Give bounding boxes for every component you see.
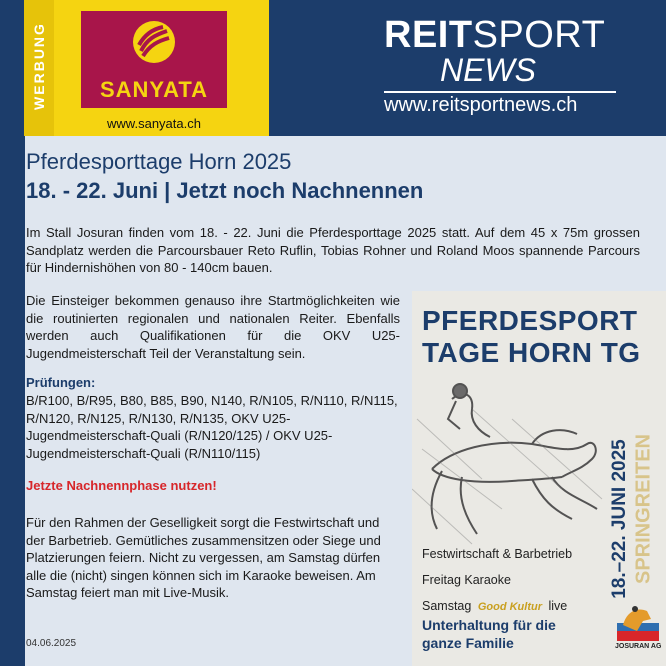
event-poster[interactable]	[412, 291, 666, 666]
poster-line3-suffix: live	[548, 599, 568, 613]
brand-part2: SPORT	[472, 14, 606, 56]
pruefungen-heading: Prüfungen:	[26, 375, 96, 390]
article-date: 04.06.2025	[26, 638, 77, 649]
article-title: Pferdesporttage Horn 2025	[26, 149, 292, 174]
poster-line-live	[422, 599, 567, 613]
sanyata-emblem-icon	[133, 21, 175, 63]
poster-dates: 18.–22. JUNI 2025	[609, 439, 630, 599]
horse-rider-illustration	[412, 359, 612, 549]
poster-line-karaoke: Freitag Karaoke	[422, 573, 511, 587]
sanyata-name: SANYATA	[99, 77, 209, 102]
reitsportnews-url-link[interactable]: www.reitsportnews.ch	[384, 94, 578, 116]
pruefungen-list: B/R100, B/R95, B80, B85, B90, N140, R/N105, R/N110, R/N115, R/N120, R/N125, R/N130, R/N135, OKV U25-Jugendmeisterschaft-Quali (R/N120/125) / OKV U25-Jugendmeisterschaft-Quali (R/N110/115)	[26, 393, 398, 461]
ad-label: WERBUNG	[31, 22, 47, 110]
josuran-name: JOSURAN AG	[615, 643, 662, 650]
poster-line3-prefix: Samstag	[422, 599, 472, 613]
article-paragraph-3: Für den Rahmen der Geselligkeit sorgt die Festwirtschaft und der Barbetrieb. Gemütliches zusammensitzen oder Siege und Platzierungen feiern. Nicht zu vergessen, am Samstag dürfen alle die (nicht) singen können sich im Karaoke beweisen. Am Samstag feiert man mit Live-Musik.	[26, 515, 381, 600]
header-divider	[384, 91, 616, 93]
poster-line-festwirtschaft: Festwirtschaft & Barbetrieb	[422, 547, 573, 561]
call-to-action: Jetzte Nachnennphase nutzen!	[26, 478, 217, 493]
brand-news: NEWS	[440, 52, 536, 88]
poster-family	[422, 616, 556, 652]
article-paragraph-1: Im Stall Josuran finden vom 18. - 22. Juni die Pferdesporttage 2025 statt. Auf dem 45 x 75m grossen Sandplatz werden die Parcoursbauer Reto Ruflin, Tobias Rohner und Roland Moos spannende Parcours für Hindernishöhen von 80 - 140cm bauen.	[26, 225, 640, 275]
reitsport-logo[interactable]	[384, 16, 605, 54]
ad-label-strip	[24, 0, 54, 136]
poster-family-line2: ganze Familie	[422, 635, 514, 651]
josuran-logo-icon	[617, 601, 659, 641]
poster-family-line1: Unterhaltung für die	[422, 617, 556, 633]
article-subtitle: 18. - 22. Juni | Jetzt noch Nachnennen	[26, 178, 424, 203]
sanyata-url-link[interactable]: www.sanyata.ch	[107, 116, 201, 131]
poster-title-line1: PFERDESPORT	[422, 305, 638, 336]
poster-discipline: SPRINGREITEN	[632, 433, 655, 585]
poster-title-line2: TAGE HORN TG	[422, 337, 641, 368]
good-kultur-logo: Good Kultur	[477, 601, 542, 613]
article-paragraph-2: Die Einsteiger bekommen genauso ihre Startmöglichkeiten wie die routinierten regionalen und nationalen Reiter. Ebenfalls werden auch Qualifikationen für die OKV U25-Jugendmeisterschaft Teil der Veranstaltung sein.	[26, 293, 400, 361]
sanyata-logo[interactable]	[81, 11, 227, 108]
brand-part1: REIT	[384, 14, 473, 56]
